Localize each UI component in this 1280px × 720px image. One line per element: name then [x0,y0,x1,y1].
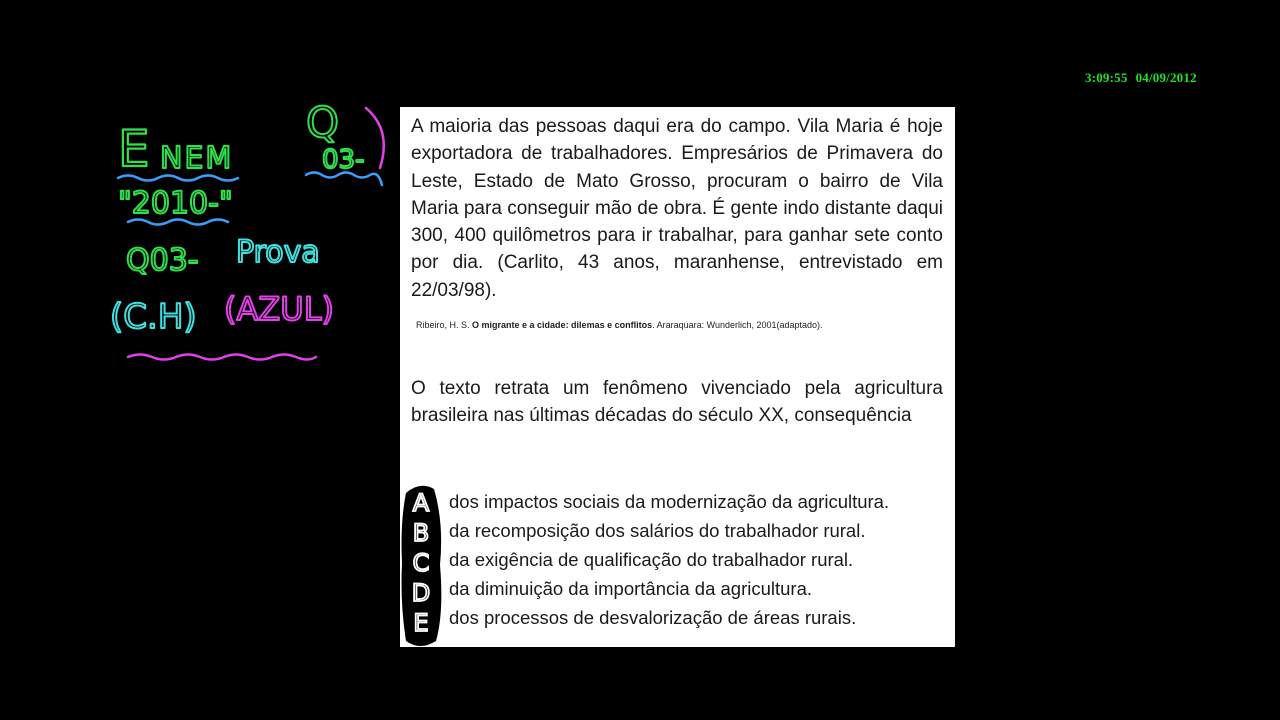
option-letters-column [400,483,444,647]
clock-time: 3:09:55 [1085,70,1128,85]
option-a[interactable]: dos impactos sociais da modernização da agricultura. [449,491,890,512]
citation [416,320,944,330]
annotation-underline-prova [128,355,316,360]
option-letter-e: E [413,609,429,637]
annotation-year: "2010-" [118,186,233,221]
option-letter-a: A [412,489,430,517]
citation-rest: . Araraquara: Wunderlich, 2001(adaptado). [652,320,823,330]
clock-date: 04/09/2012 [1135,70,1197,85]
annotation-prova: Prova [236,235,320,270]
handwritten-annotations [0,0,400,400]
annotation-bracket [366,108,384,168]
annotation-q-letter: Q [306,98,340,147]
option-letter-b: B [412,519,430,547]
citation-title: O migrante e a cidade: dilemas e conflitos [472,320,653,330]
annotation-underline-enem [118,176,238,181]
option-letter-c: C [412,549,430,577]
question-stem: O texto retrata um fenômeno vivenciado pela agricultura brasileira nas últimas décadas do século XX, consequência [411,378,943,427]
option-e[interactable]: dos processos de desvalorização de áreas rurais. [449,607,857,628]
question-document [400,107,955,647]
annotation-enem-rest: NEM [160,141,234,176]
annotation-line3: Q03- [126,243,199,278]
option-c[interactable]: da exigência de qualificação do trabalhador rural. [449,549,854,570]
passage-text: A maioria das pessoas daqui era do campo. Vila Maria é hoje exportadora de trabalhadores. Empresários de Primavera do Leste, Estado de Mato Grosso, procuram o bairro de Vila Maria para conseguir mão de obra. É gente indo distante daqui 300, 400 quilômetros para ir trabalhar, para ganhar sete conto por dia. (Carlito, 43 anos, maranhense, entrevistado em 22/03/98). [411,116,943,301]
citation-author: Ribeiro, H. S. [416,320,473,330]
timestamp-overlay [1085,70,1197,86]
option-letter-d: D [411,579,431,607]
annotation-color: (AZUL) [224,290,335,328]
annotation-enem-initial: E [118,120,150,178]
annotation-question-tag: 03- [322,145,365,175]
option-d[interactable]: da diminuição da importância da agricultura. [449,578,813,599]
annotation-area: (C.H) [110,297,197,337]
option-b[interactable]: da recomposição dos salários do trabalhador rural. [449,520,866,541]
annotation-underline-year [128,220,228,225]
